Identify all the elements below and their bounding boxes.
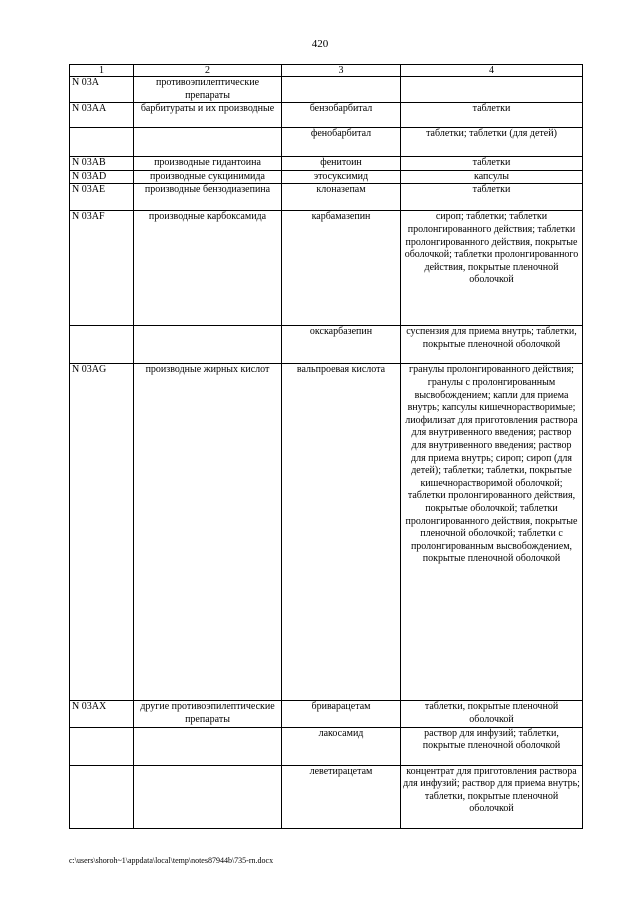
atc-code-cell: [70, 727, 134, 765]
group-name-cell: [134, 727, 282, 765]
drug-name-cell: клоназепам: [282, 184, 401, 211]
table-row: [70, 170, 583, 184]
group-name-cell: производные бензодиазепина: [134, 184, 282, 211]
dosage-forms-cell: концентрат для приготовления раствора для инфузий; раствор для приема внутрь; таблетки, покрытые пленочной оболочкой: [401, 765, 583, 828]
group-name-cell: [134, 128, 282, 157]
group-name-cell: производные гидантоина: [134, 157, 282, 171]
atc-code-cell: N 03AF: [70, 211, 134, 326]
dosage-forms-cell: таблетки: [401, 184, 583, 211]
drug-name-cell: бензобарбитал: [282, 103, 401, 128]
atc-code-cell: N 03AG: [70, 364, 134, 701]
drug-name-cell: фенобарбитал: [282, 128, 401, 157]
table-row: [70, 727, 583, 765]
atc-code-cell: N 03AD: [70, 170, 134, 184]
dosage-forms-cell: капсулы: [401, 170, 583, 184]
group-name-cell: [134, 765, 282, 828]
group-name-cell: другие противоэпилептические препараты: [134, 701, 282, 727]
table-row: [70, 701, 583, 727]
table-row: [70, 157, 583, 171]
drug-classification-table: [69, 64, 583, 829]
group-name-cell: производные жирных кислот: [134, 364, 282, 701]
dosage-forms-cell: гранулы пролонгированного действия; гранулы с пролонгированным высвобождением; капли для приема внутрь; капсулы кишечнорастворимые; лиофилизат для приготовления раствора для внутривенного введения; раствор для внутривенного введения; раствор для приема внутрь; сироп; сироп (для детей); таблетки; таблетки, покрытые кишечнорастворимой оболочкой; таблетки пролонгированного действия, покрытые оболочкой; таблетки пролонгированного действия, покрытые пленочной оболочкой; таблетки с пролонгированным высвобождением, покрытые пленочной оболочкой: [401, 364, 583, 701]
drug-name-cell: этосуксимид: [282, 170, 401, 184]
table-row: [70, 211, 583, 326]
dosage-forms-cell: суспензия для приема внутрь; таблетки, покрытые пленочной оболочкой: [401, 326, 583, 364]
table-row: [70, 184, 583, 211]
atc-code-cell: [70, 765, 134, 828]
dosage-forms-cell: сироп; таблетки; таблетки пролонгированного действия; таблетки пролонгированного действия, покрытые оболочкой; таблетки пролонгированного действия, покрытые пленочной оболочкой: [401, 211, 583, 326]
group-name-cell: противоэпилептические препараты: [134, 77, 282, 103]
footer-file-path: c:\users\shoroh~1\appdata\local\temp\notes87944b\735-rn.docx: [69, 856, 274, 865]
table-header-row: [70, 65, 583, 77]
drug-name-cell: карбамазепин: [282, 211, 401, 326]
table-row: [70, 77, 583, 103]
dosage-forms-cell: таблетки: [401, 103, 583, 128]
drug-name-cell: лакосамид: [282, 727, 401, 765]
group-name-cell: [134, 326, 282, 364]
group-name-cell: производные карбоксамида: [134, 211, 282, 326]
atc-code-cell: [70, 326, 134, 364]
header-col-2: 2: [134, 65, 282, 77]
dosage-forms-cell: таблетки, покрытые пленочной оболочкой: [401, 701, 583, 727]
drug-name-cell: [282, 77, 401, 103]
atc-code-cell: N 03A: [70, 77, 134, 103]
dosage-forms-cell: раствор для инфузий; таблетки, покрытые пленочной оболочкой: [401, 727, 583, 765]
dosage-forms-cell: таблетки: [401, 157, 583, 171]
table-row: [70, 765, 583, 828]
table-row: [70, 326, 583, 364]
header-col-1: 1: [70, 65, 134, 77]
group-name-cell: производные сукцинимида: [134, 170, 282, 184]
dosage-forms-cell: [401, 77, 583, 103]
atc-code-cell: [70, 128, 134, 157]
atc-code-cell: N 03AX: [70, 701, 134, 727]
atc-code-cell: N 03AA: [70, 103, 134, 128]
atc-code-cell: N 03AB: [70, 157, 134, 171]
atc-code-cell: N 03AE: [70, 184, 134, 211]
drug-name-cell: бриварацетам: [282, 701, 401, 727]
header-col-4: 4: [401, 65, 583, 77]
drug-name-cell: окскарбазепин: [282, 326, 401, 364]
drug-name-cell: фенитоин: [282, 157, 401, 171]
page-number: 420: [311, 38, 329, 50]
table-row: [70, 103, 583, 128]
header-col-3: 3: [282, 65, 401, 77]
drug-name-cell: вальпроевая кислота: [282, 364, 401, 701]
drug-name-cell: леветирацетам: [282, 765, 401, 828]
dosage-forms-cell: таблетки; таблетки (для детей): [401, 128, 583, 157]
group-name-cell: барбитураты и их производные: [134, 103, 282, 128]
table-row: [70, 128, 583, 157]
table-row: [70, 364, 583, 701]
